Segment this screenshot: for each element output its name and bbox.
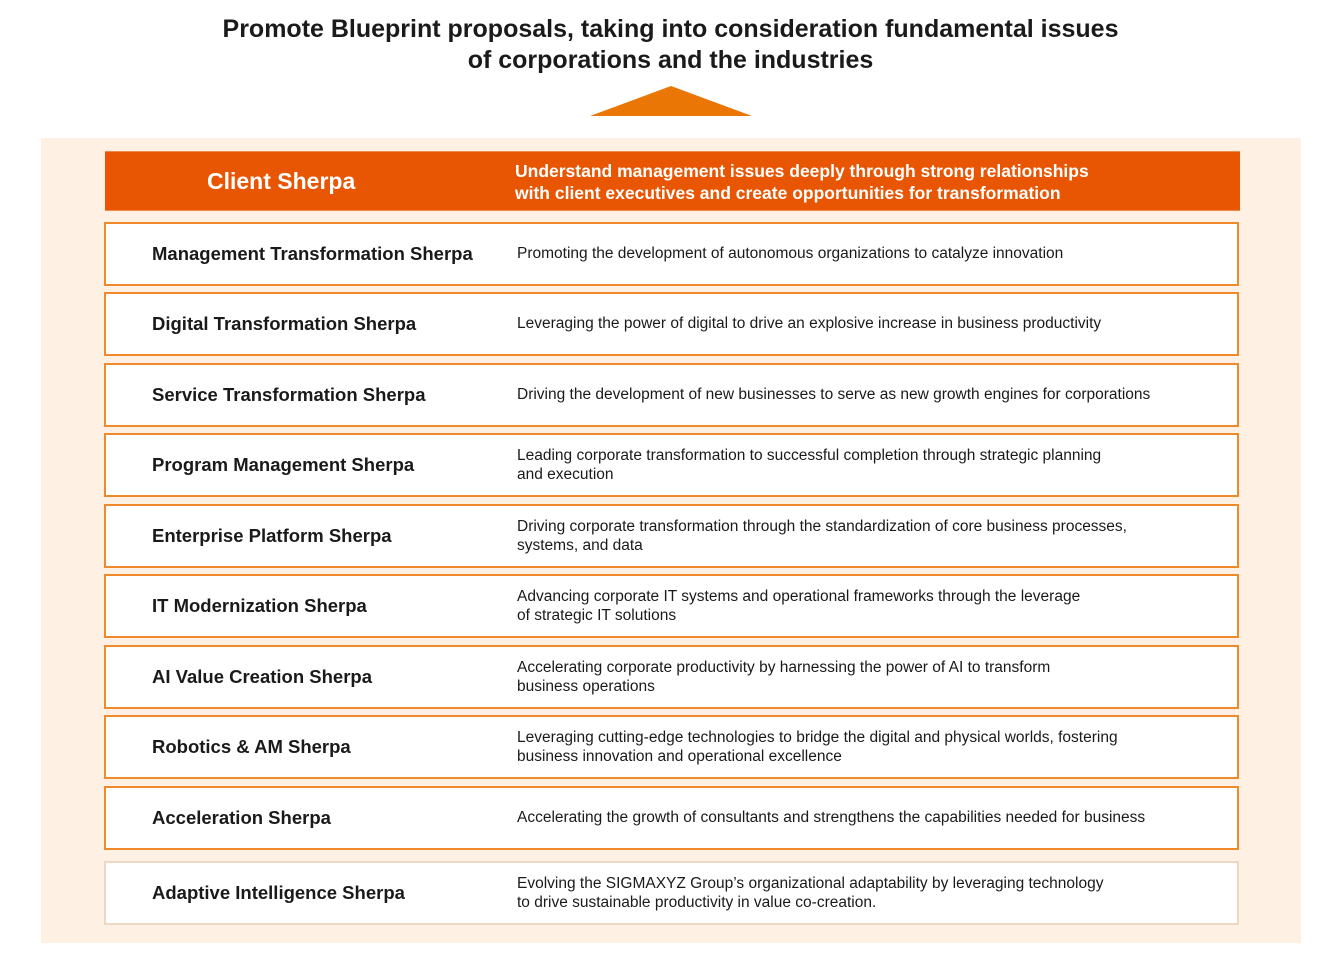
- sherpa-description-line: Leveraging cutting-edge technologies to bridge the digital and physical worlds, fostering: [517, 728, 1118, 746]
- sherpa-title: Management Transformation Sherpa: [152, 243, 473, 264]
- sherpa-description-line: Accelerating corporate productivity by harnessing the power of AI to transform: [517, 658, 1051, 676]
- sherpa-description-line: Advancing corporate IT systems and operational frameworks through the leverage: [517, 587, 1081, 605]
- sherpa-description-line: business innovation and operational excellence: [517, 748, 842, 765]
- client-desc-line: with client executives and create opportunities for transformation: [515, 182, 1061, 203]
- sherpa-description-line: Evolving the SIGMAXYZ Group’s organizational adaptability by leveraging technology: [517, 874, 1104, 892]
- sherpa-row: [104, 715, 1239, 779]
- sherpa-title: Acceleration Sherpa: [152, 807, 331, 828]
- sherpa-row: [104, 861, 1239, 925]
- sherpa-description-line: of strategic IT solutions: [517, 607, 677, 624]
- headline-line: of corporations and the industries: [467, 46, 874, 74]
- sherpa-description-line: Leveraging the power of digital to drive an explosive increase in business productivity: [517, 315, 1102, 333]
- sherpa-row: [104, 504, 1239, 568]
- client-sherpa-description: [515, 161, 1089, 204]
- sherpa-row: [104, 786, 1239, 850]
- sherpa-description: [517, 365, 1227, 425]
- sherpa-row: [104, 574, 1239, 638]
- sherpa-description: [517, 647, 1227, 707]
- sherpa-row: [104, 363, 1239, 427]
- sherpa-description: [517, 863, 1227, 923]
- sherpa-description-line: Promoting the development of autonomous organizations to catalyze innovation: [517, 245, 1064, 263]
- sherpa-row: [104, 222, 1239, 286]
- sherpa-description-line: Driving the development of new businesses to serve as new growth engines for corporations: [517, 386, 1151, 404]
- sherpa-description-line: systems, and data: [517, 537, 643, 554]
- sherpa-row: [104, 645, 1239, 709]
- sherpa-description-line: Leading corporate transformation to successful completion through strategic planning: [517, 446, 1102, 464]
- sherpa-title: Digital Transformation Sherpa: [152, 313, 417, 334]
- headline-line: Promote Blueprint proposals, taking into consideration fundamental issues: [222, 15, 1119, 43]
- sherpa-description: [517, 576, 1227, 636]
- sherpa-description: [517, 506, 1227, 566]
- sherpa-title: Enterprise Platform Sherpa: [152, 525, 392, 546]
- sherpa-description: [517, 294, 1227, 354]
- client-sherpa-banner: [105, 151, 1240, 211]
- sherpa-title: Service Transformation Sherpa: [152, 384, 426, 405]
- sherpa-description-line: Driving corporate transformation through the standardization of core business processes,: [517, 517, 1127, 535]
- sherpa-description: [517, 224, 1227, 284]
- sherpa-description: [517, 717, 1227, 777]
- sherpa-description: [517, 435, 1227, 495]
- sherpa-description-line: Accelerating the growth of consultants and strengthens the capabilities needed for business: [517, 809, 1146, 827]
- sherpa-title: Program Management Sherpa: [152, 454, 415, 475]
- sherpa-description-line: to drive sustainable productivity in value co-creation.: [517, 894, 877, 911]
- sherpa-title: AI Value Creation Sherpa: [152, 666, 373, 687]
- sherpa-description: [517, 788, 1227, 848]
- sherpa-title: Robotics & AM Sherpa: [152, 736, 351, 757]
- sherpa-description-line: business operations: [517, 678, 655, 695]
- sherpa-row: [104, 292, 1239, 356]
- up-triangle-icon: [590, 86, 752, 116]
- sherpa-description-line: and execution: [517, 466, 614, 483]
- sherpa-row: [104, 433, 1239, 497]
- client-desc-line: Understand management issues deeply through strong relationships: [515, 161, 1089, 181]
- headline: [0, 14, 1341, 76]
- sherpa-title: Adaptive Intelligence Sherpa: [152, 882, 405, 903]
- client-sherpa-title: Client Sherpa: [207, 168, 356, 194]
- sherpa-title: IT Modernization Sherpa: [152, 595, 367, 616]
